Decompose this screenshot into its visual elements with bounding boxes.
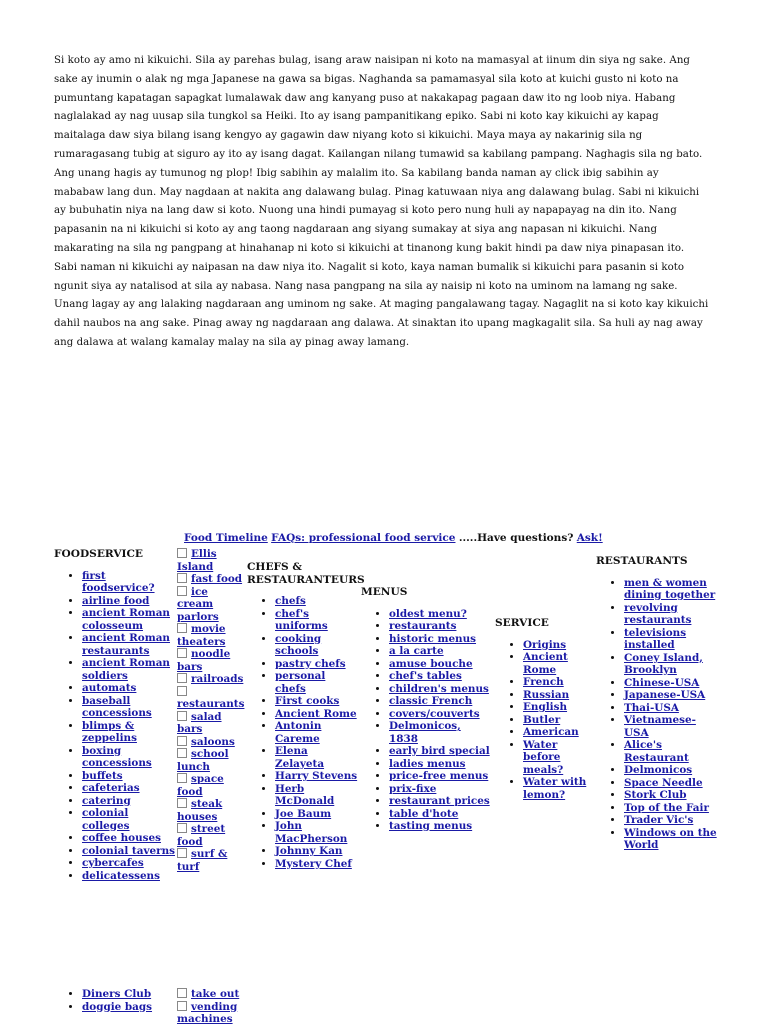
service-item [523,639,595,652]
restaurants-item [624,802,718,815]
restaurants-item [624,677,718,690]
chefs-link[interactable]: chef's uniforms [275,607,328,632]
restaurants-link[interactable]: revolving restaurants [624,601,692,626]
foodservice-link[interactable]: catering [82,794,131,807]
foodservice-sub-link[interactable]: surf & turf [177,848,228,873]
foodservice-sub-list-bottom [177,988,245,1026]
foodservice-heading: FOODSERVICE [54,548,143,560]
foodservice-sub-link[interactable]: salad bars [177,710,222,735]
missing-glyph-icon [177,748,187,758]
chefs-link[interactable]: personal chefs [275,670,326,695]
service-link[interactable]: American [523,726,579,738]
restaurants-link[interactable]: Thai-USA [624,701,679,714]
menus-item [389,658,491,671]
foodservice-list-bottom [54,988,176,1013]
foodservice-item [82,782,176,795]
foodservice-sub-item [177,736,245,749]
foodservice-item [82,695,176,720]
foodservice-item [82,807,176,832]
restaurants-link[interactable]: Trader Vic's [624,814,694,826]
menus-item [389,683,491,696]
foodservice-link[interactable]: cafeterias [82,782,140,794]
foodservice-sub-item [177,586,245,624]
foodservice-item [82,870,176,883]
menus-link[interactable]: historic menus [389,632,477,645]
foodservice-item [82,570,176,595]
story-line: naglalakad ay nag uusap sila tungkol sa Heiki. Ito ay isang pampanitikang epiko. Sabi ni koto kay kikuichi ay kapag [54,111,659,123]
foodservice-link[interactable]: coffee houses [82,832,161,844]
missing-glyph-icon [177,736,187,746]
foodservice-link[interactable]: boxing concessions [82,744,152,769]
foodservice-item [82,988,176,1001]
chefs-link[interactable]: Herb McDonald [275,782,335,807]
menus-item [389,608,491,621]
foodservice-sub-item [177,686,245,711]
restaurants-link[interactable]: Japanese-USA [624,689,706,701]
foodservice-link[interactable]: baseball concessions [82,694,152,719]
foodservice-item [82,745,176,770]
chefs-item [275,845,359,858]
menus-item [389,758,491,771]
menus-item [389,720,491,745]
foodservice-link[interactable]: ancient Roman restaurants [82,632,170,657]
story-line: mababaw lang dun. May nagdaan at nakita ang dalawang bulag. Pinag katuwaan niya ang dalawang bulag. Sabi ni kikuichi [54,186,700,198]
story-line: makarating na sila ng pangpang at hinahanap ni koto si kikuichi at tinanong kung bakit hindi pa daw niya pinapasan ito. [54,242,685,254]
faq-nav [184,532,603,544]
foodservice-link[interactable]: airline food [82,594,150,607]
foodservice-link[interactable]: delicatessens [82,869,160,882]
chefs-link[interactable]: Antonin Careme [275,720,322,745]
foodservice-link[interactable]: buffets [82,769,123,782]
chefs-item [275,608,359,633]
foodservice-sub-link[interactable]: Ellis Island [177,548,217,573]
restaurants-item [624,689,718,702]
service-link[interactable]: French [523,676,564,688]
service-link[interactable]: English [523,701,568,713]
service-item [523,689,595,702]
service-link[interactable]: Origins [523,638,567,651]
chefs-item [275,858,359,871]
missing-glyph-icon [177,548,187,558]
menus-link[interactable]: oldest menu? [389,607,467,620]
story-line: ngunit siya ay natalisod at sila ay nabasa. Nang nasa pangpang na sila ay naisip ni koto na uminom na lamang ng sake. [54,280,678,292]
service-link[interactable]: Water before meals? [523,738,564,776]
missing-glyph-icon [177,686,187,696]
foodservice-link[interactable]: blimps & zeppelins [82,719,137,744]
menus-item [389,745,491,758]
foodservice-column-bottom [54,988,176,1013]
foodservice-link[interactable]: colonial colleges [82,807,130,832]
restaurants-item [624,627,718,652]
foodservice-sub-item [177,988,245,1001]
menus-link[interactable]: restaurants [389,620,457,632]
foodservice-sub-link[interactable]: school lunch [177,748,229,773]
missing-glyph-icon [177,711,187,721]
story-line: maitalaga daw siya bilang isang kengyo ay gagawin daw niyang koto si kikuichi. Maya maya ay nakarinig sila ng [54,130,643,142]
chefs-link[interactable]: John MacPherson [275,820,348,845]
food-timeline-link[interactable]: Food Timeline [184,532,268,544]
restaurants-link[interactable]: Coney Island, Brooklyn [624,651,703,676]
menus-link[interactable]: children's menus [389,682,489,695]
foodservice-item [82,857,176,870]
missing-glyph-icon [177,573,187,583]
menus-list [361,608,491,833]
restaurants-link[interactable]: Chinese-USA [624,676,700,689]
foodservice-sub-item [177,573,245,586]
foodservice-sub-item [177,773,245,798]
foodservice-item [82,795,176,808]
foodservice-sub-link[interactable]: take out [191,988,240,1000]
missing-glyph-icon [177,773,187,783]
chefs-column [247,561,365,870]
restaurants-link[interactable]: Alice's Restaurant [624,739,689,764]
foodservice-sub-link[interactable]: ice cream parlors [177,585,219,623]
foodservice-item [82,595,176,608]
menus-link[interactable]: chef's tables [389,670,462,682]
foodservice-column [54,548,176,882]
chefs-item [275,808,359,821]
service-item [523,776,595,801]
menus-link[interactable]: tasting menus [389,820,473,832]
foodservice-sub-item [177,548,245,573]
foodservice-sub-link[interactable]: steak houses [177,798,223,823]
restaurants-heading: RESTAURANTS [596,555,688,567]
service-link[interactable]: Russian [523,688,570,701]
menus-item [389,670,491,683]
restaurants-item [624,652,718,677]
story-line: Unang lagay ay ang lalaking nagdaraan ang uminom ng sake. At maging pangalawang tagay. Nagaglit na si koto kay kikuichi [54,299,709,311]
foodservice-sub-item [177,711,245,736]
story-paragraph [54,52,714,353]
foodservice-link[interactable]: Diners Club [82,988,152,1000]
menus-item [389,820,491,833]
foodservice-sub-link[interactable]: restaurants [177,698,245,710]
foodservice-sub-item [177,823,245,848]
foodservice-item [82,1001,176,1014]
chefs-link[interactable]: pastry chefs [275,657,346,670]
restaurants-column [596,555,718,852]
restaurants-link[interactable]: Vietnamese-USA [624,714,696,739]
menus-item [389,783,491,796]
menus-item [389,633,491,646]
service-link[interactable]: Ancient Rome [523,651,568,676]
menus-link[interactable]: restaurant prices [389,795,490,807]
restaurants-item [624,714,718,739]
menus-link[interactable]: price-free menus [389,770,489,782]
chefs-link[interactable]: First cooks [275,695,340,707]
missing-glyph-icon [177,823,187,833]
foodservice-sub-list [177,548,245,873]
missing-glyph-icon [177,988,187,998]
chefs-item [275,708,359,721]
foodservice-link[interactable]: first foodservice? [82,569,155,594]
restaurants-link[interactable]: televisions installed [624,626,687,651]
foodservice-sub-item [177,1001,245,1026]
foodservice-sub-link[interactable]: railroads [191,673,244,685]
foodservice-item [82,657,176,682]
restaurants-list [596,577,718,852]
chefs-item [275,783,359,808]
menus-item [389,695,491,708]
chefs-link[interactable]: Joe Baum [275,807,332,820]
foodservice-item [82,720,176,745]
foodservice-link[interactable]: cybercafes [82,857,144,869]
foodservice-sub-item [177,798,245,823]
service-item [523,714,595,727]
foodservice-sub-column [177,548,245,873]
foodservice-sub-item [177,648,245,673]
chefs-link[interactable]: Mystery Chef [275,857,352,870]
ask-link[interactable]: Ask! [576,532,603,544]
service-column [495,617,595,801]
chefs-link[interactable]: Elena Zelayeta [275,745,325,770]
story-line: rumaragasang tubig at siguro ay ito ay isang dagat. Kailangan nilang tumawid sa kabilang pampang. Naghagis sila ng bato. [54,148,703,160]
story-line: ang dalawa at walang kamalay malay na sila ay pinag away lamang. [54,336,410,348]
foodservice-link[interactable]: automats [82,682,137,694]
menus-link[interactable]: prix-fixe [389,782,437,795]
chefs-item [275,745,359,770]
chefs-item [275,670,359,695]
chefs-item [275,595,359,608]
foodservice-sub-item [177,748,245,773]
chefs-item [275,820,359,845]
chefs-link[interactable]: cooking schools [275,632,322,657]
menus-link[interactable]: amuse bouche [389,657,473,670]
service-heading: SERVICE [495,617,549,629]
story-line: Sabi naman ni kikuichi ay naipasan na daw niya ito. Nagalit si koto, kaya naman bumalik si kikuichi para pasanin si koto [54,261,685,273]
restaurants-item [624,814,718,827]
missing-glyph-icon [177,648,187,658]
menus-column [361,586,491,833]
foodservice-sub-column-bottom [177,988,245,1026]
service-link[interactable]: Butler [523,713,561,726]
chefs-link[interactable]: Johnny Kan [275,845,343,857]
restaurants-item [624,777,718,790]
story-line: Si koto ay amo ni kikuichi. Sila ay parehas bulag, isang araw naisipan ni koto na mamasyal at iinum din siya ng sake. Ang [54,55,691,66]
service-item [523,676,595,689]
service-list [495,639,595,802]
foodservice-sub-link[interactable]: vending machines [177,1000,238,1025]
foodservice-link[interactable]: ancient Roman colosseum [82,607,170,632]
restaurants-item [624,764,718,777]
menus-item [389,645,491,658]
chefs-list [247,595,359,870]
story-line: papasanin na ni kikuichi si koto ay ang taong nagdaraan ang siyang sumakay at siya ang napasan ni kikuichi. Nang [54,224,658,236]
foodservice-sub-link[interactable]: fast food [191,573,243,585]
menus-heading: MENUS [361,586,408,598]
foodservice-sub-item [177,623,245,648]
chefs-item [275,720,359,745]
restaurants-link[interactable]: men & women dining together [624,576,716,601]
missing-glyph-icon [177,623,187,633]
foodservice-sub-link[interactable]: movie theaters [177,623,226,648]
foodservice-item [82,832,176,845]
restaurants-item [624,789,718,802]
menus-link[interactable]: table d'hote [389,807,459,820]
story-line: Ang unang hagis ay tumunog ng plop! Ibig sabihin ay malalim ito. Sa kabilang banda naman ay click ibig sabihin ay [54,167,659,179]
restaurants-link[interactable]: Space Needle [624,776,703,789]
missing-glyph-icon [177,673,187,683]
missing-glyph-icon [177,798,187,808]
foodservice-list [54,570,176,883]
restaurants-item [624,739,718,764]
restaurants-link[interactable]: Windows on the World [624,826,717,851]
menus-item [389,708,491,721]
story-line: dahil naubos na ang sake. Pinag away ng nagdaraan ang dalawa. At sinaktan ito upang magkagalit sila. Sa huli ay nag away [54,318,703,330]
faqs-link[interactable]: FAQs: professional food service [271,532,456,544]
missing-glyph-icon [177,848,187,858]
service-item [523,726,595,739]
restaurants-link[interactable]: Stork Club [624,789,687,801]
foodservice-item [82,770,176,783]
menus-link[interactable]: ladies menus [389,757,466,770]
foodservice-sub-item [177,848,245,873]
foodservice-sub-link[interactable]: street food [177,823,226,848]
chefs-heading: CHEFS & RESTAURANTEURS [247,561,365,586]
menus-link[interactable]: covers/couverts [389,707,480,720]
foodservice-item [82,682,176,695]
restaurants-link[interactable]: Delmonicos [624,764,693,776]
foodservice-item [82,632,176,657]
menus-item [389,795,491,808]
foodservice-link[interactable]: colonial taverns [82,844,175,857]
chefs-link[interactable]: chefs [275,595,306,607]
restaurants-item [624,602,718,627]
nav-dots: ..... [458,532,478,544]
story-line: sake ay inumin o alak ng mga Japanese na gawa sa bigas. Naghanda sa pamamasyal sila koto at kuichi gusto ni koto na [54,73,679,85]
service-item [523,739,595,777]
missing-glyph-icon [177,586,187,596]
menus-item [389,770,491,783]
foodservice-sub-link[interactable]: space food [177,773,224,798]
menus-link[interactable]: Delmonicos, 1838 [389,720,461,745]
chefs-item [275,695,359,708]
menus-link[interactable]: classic French [389,695,473,707]
foodservice-sub-link[interactable]: saloons [191,735,235,748]
restaurants-link[interactable]: Top of the Fair [624,801,709,814]
foodservice-item [82,845,176,858]
foodservice-item [82,607,176,632]
story-line: ay bubuhatin niya na lang daw si koto. Nuong una hindi pumayag si koto pero nung huli ay napapayag na din ito. Nang [54,205,677,217]
chefs-item [275,770,359,783]
menus-link[interactable]: a la carte [389,645,444,657]
chefs-link[interactable]: Harry Stevens [275,770,358,782]
foodservice-link[interactable]: ancient Roman soldiers [82,657,170,682]
service-item [523,651,595,676]
restaurants-item [624,702,718,715]
foodservice-sub-item [177,673,245,686]
menus-item [389,808,491,821]
questions-text: Have questions? [477,532,574,544]
missing-glyph-icon [177,1001,187,1011]
menus-item [389,620,491,633]
foodservice-link[interactable]: doggie bags [82,1000,153,1013]
restaurants-item [624,577,718,602]
chefs-link[interactable]: Ancient Rome [275,707,357,720]
service-item [523,701,595,714]
service-link[interactable]: Water with lemon? [523,776,587,801]
foodservice-sub-link[interactable]: noodle bars [177,648,231,673]
story-line: pumuntang kapatagan sapagkat lumalawak daw ang kanyang puso at nakakapag pagaan daw ito ng loob niya. Habang [54,92,676,104]
menus-link[interactable]: early bird special [389,745,490,757]
chefs-item [275,633,359,658]
chefs-item [275,658,359,671]
restaurants-item [624,827,718,852]
